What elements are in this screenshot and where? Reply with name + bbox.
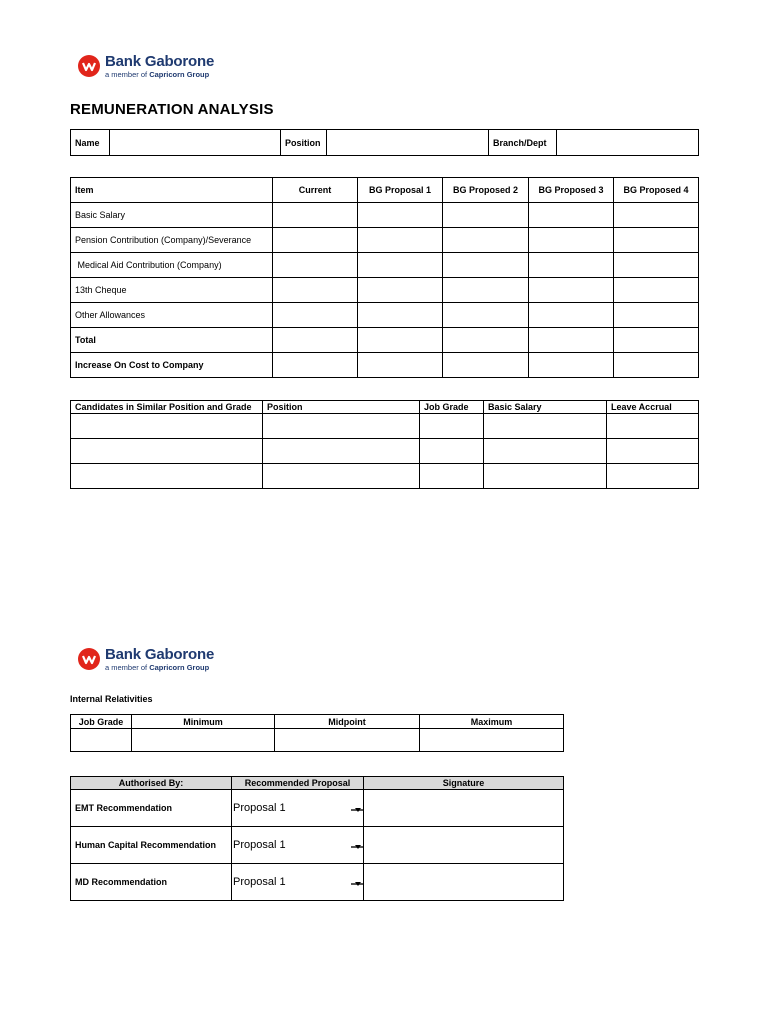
- col-header-item: Item: [71, 178, 273, 203]
- row-label: Total: [71, 328, 273, 353]
- value-cell[interactable]: [273, 303, 358, 328]
- col-header-proposal-4: BG Proposed 4: [614, 178, 699, 203]
- value-cell[interactable]: [358, 328, 443, 353]
- branch-label: Branch/Dept: [489, 130, 557, 156]
- rel-minimum-cell[interactable]: [132, 729, 275, 752]
- row-label: Medical Aid Contribution (Company): [71, 253, 273, 278]
- candidate-cell[interactable]: [484, 414, 607, 439]
- rel-grade-cell[interactable]: [71, 729, 132, 752]
- table-row: [71, 353, 699, 378]
- value-cell[interactable]: [529, 303, 614, 328]
- value-cell[interactable]: [273, 328, 358, 353]
- employee-info-table: [70, 129, 699, 156]
- authorisation-table: [70, 776, 564, 901]
- value-cell[interactable]: [614, 253, 699, 278]
- value-cell[interactable]: [443, 228, 529, 253]
- candidate-cell[interactable]: [607, 464, 699, 489]
- row-label: Basic Salary: [71, 203, 273, 228]
- dropdown-arrow-icon[interactable]: [351, 846, 363, 848]
- candidate-cell[interactable]: [484, 439, 607, 464]
- candidate-cell[interactable]: [607, 414, 699, 439]
- auth-role-label: MD Recommendation: [71, 864, 232, 901]
- proposal-value: Proposal 1: [233, 876, 286, 888]
- rel-midpoint-cell[interactable]: [275, 729, 420, 752]
- value-cell[interactable]: [529, 278, 614, 303]
- value-cell[interactable]: [358, 253, 443, 278]
- branch-field[interactable]: [557, 130, 699, 156]
- value-cell[interactable]: [358, 203, 443, 228]
- value-cell[interactable]: [443, 353, 529, 378]
- cand-header-position: Position: [263, 401, 420, 414]
- candidate-cell[interactable]: [607, 439, 699, 464]
- auth-header-proposal: Recommended Proposal: [232, 777, 364, 790]
- table-row: [71, 464, 699, 489]
- auth-header-by: Authorised By:: [71, 777, 232, 790]
- position-field[interactable]: [327, 130, 489, 156]
- auth-role-label: EMT Recommendation: [71, 790, 232, 827]
- value-cell[interactable]: [358, 353, 443, 378]
- value-cell[interactable]: [443, 203, 529, 228]
- bank-name: Bank Gaborone: [105, 646, 215, 663]
- rel-header-minimum: Minimum: [132, 715, 275, 729]
- candidate-cell[interactable]: [420, 414, 484, 439]
- value-cell[interactable]: [273, 278, 358, 303]
- bank-logo-second: [78, 647, 214, 672]
- candidate-cell[interactable]: [420, 464, 484, 489]
- value-cell[interactable]: [273, 228, 358, 253]
- name-label: Name: [71, 130, 110, 156]
- col-header-current: Current: [273, 178, 358, 203]
- value-cell[interactable]: [529, 253, 614, 278]
- rel-header-maximum: Maximum: [420, 715, 564, 729]
- name-field[interactable]: [110, 130, 281, 156]
- col-header-proposal-1: BG Proposal 1: [358, 178, 443, 203]
- candidate-cell[interactable]: [263, 414, 420, 439]
- auth-row: [71, 864, 564, 901]
- value-cell[interactable]: [358, 303, 443, 328]
- bank-tagline: a member of Capricorn Group: [105, 663, 210, 672]
- cand-header-leave: Leave Accrual: [607, 401, 699, 414]
- value-cell[interactable]: [614, 228, 699, 253]
- auth-row: [71, 790, 564, 827]
- candidate-cell[interactable]: [420, 439, 484, 464]
- candidates-table: [70, 400, 699, 489]
- proposals-table: [70, 177, 699, 378]
- value-cell[interactable]: [614, 278, 699, 303]
- value-cell[interactable]: [614, 353, 699, 378]
- value-cell[interactable]: [273, 203, 358, 228]
- rel-maximum-cell[interactable]: [420, 729, 564, 752]
- value-cell[interactable]: [614, 303, 699, 328]
- value-cell[interactable]: [443, 328, 529, 353]
- table-row: [71, 439, 699, 464]
- candidate-cell[interactable]: [71, 464, 263, 489]
- value-cell[interactable]: [443, 253, 529, 278]
- internal-relativities-label: Internal Relativities: [70, 694, 153, 704]
- value-cell[interactable]: [443, 303, 529, 328]
- value-cell[interactable]: [614, 328, 699, 353]
- proposal-select[interactable]: [232, 864, 364, 901]
- auth-role-label: Human Capital Recommendation: [71, 827, 232, 864]
- row-label: Increase On Cost to Company: [71, 353, 273, 378]
- cand-header-grade: Job Grade: [420, 401, 484, 414]
- row-label: Pension Contribution (Company)/Severance: [71, 228, 273, 253]
- candidate-cell[interactable]: [263, 464, 420, 489]
- row-label: 13th Cheque: [71, 278, 273, 303]
- position-label: Position: [281, 130, 327, 156]
- table-row: [71, 253, 699, 278]
- signature-field[interactable]: [364, 864, 564, 901]
- relativities-table: [70, 714, 564, 752]
- cand-header-salary: Basic Salary: [484, 401, 607, 414]
- bank-logo-icon: [78, 648, 100, 670]
- candidate-cell[interactable]: [484, 464, 607, 489]
- proposal-value: Proposal 1: [233, 802, 286, 814]
- bank-tagline: a member of Capricorn Group: [105, 70, 210, 79]
- dropdown-arrow-icon[interactable]: [351, 883, 363, 885]
- proposal-value: Proposal 1: [233, 839, 286, 851]
- candidate-cell[interactable]: [263, 439, 420, 464]
- dropdown-arrow-icon[interactable]: [351, 809, 363, 811]
- cand-header-name: Candidates in Similar Position and Grade: [71, 401, 263, 414]
- table-row: [71, 228, 699, 253]
- bank-logo: [78, 54, 214, 79]
- value-cell[interactable]: [358, 278, 443, 303]
- proposal-select[interactable]: [232, 827, 364, 864]
- value-cell[interactable]: [614, 203, 699, 228]
- value-cell[interactable]: [529, 353, 614, 378]
- table-row: [71, 328, 699, 353]
- rel-header-grade: Job Grade: [71, 715, 132, 729]
- value-cell[interactable]: [273, 253, 358, 278]
- value-cell[interactable]: [443, 278, 529, 303]
- table-row: [71, 414, 699, 439]
- candidate-cell[interactable]: [71, 439, 263, 464]
- row-label: Other Allowances: [71, 303, 273, 328]
- col-header-proposal-3: BG Proposed 3: [529, 178, 614, 203]
- signature-field[interactable]: [364, 790, 564, 827]
- table-row: [71, 203, 699, 228]
- auth-row: [71, 827, 564, 864]
- value-cell[interactable]: [273, 353, 358, 378]
- value-cell[interactable]: [529, 203, 614, 228]
- bank-logo-icon: [78, 55, 100, 77]
- bank-name: Bank Gaborone: [105, 53, 215, 70]
- table-row: [71, 278, 699, 303]
- table-row: [71, 303, 699, 328]
- col-header-proposal-2: BG Proposed 2: [443, 178, 529, 203]
- auth-header-signature: Signature: [364, 777, 564, 790]
- signature-field[interactable]: [364, 827, 564, 864]
- candidate-cell[interactable]: [71, 414, 263, 439]
- proposal-select[interactable]: [232, 790, 364, 827]
- value-cell[interactable]: [529, 228, 614, 253]
- rel-header-midpoint: Midpoint: [275, 715, 420, 729]
- value-cell[interactable]: [358, 228, 443, 253]
- value-cell[interactable]: [529, 328, 614, 353]
- page-title: REMUNERATION ANALYSIS: [70, 101, 274, 118]
